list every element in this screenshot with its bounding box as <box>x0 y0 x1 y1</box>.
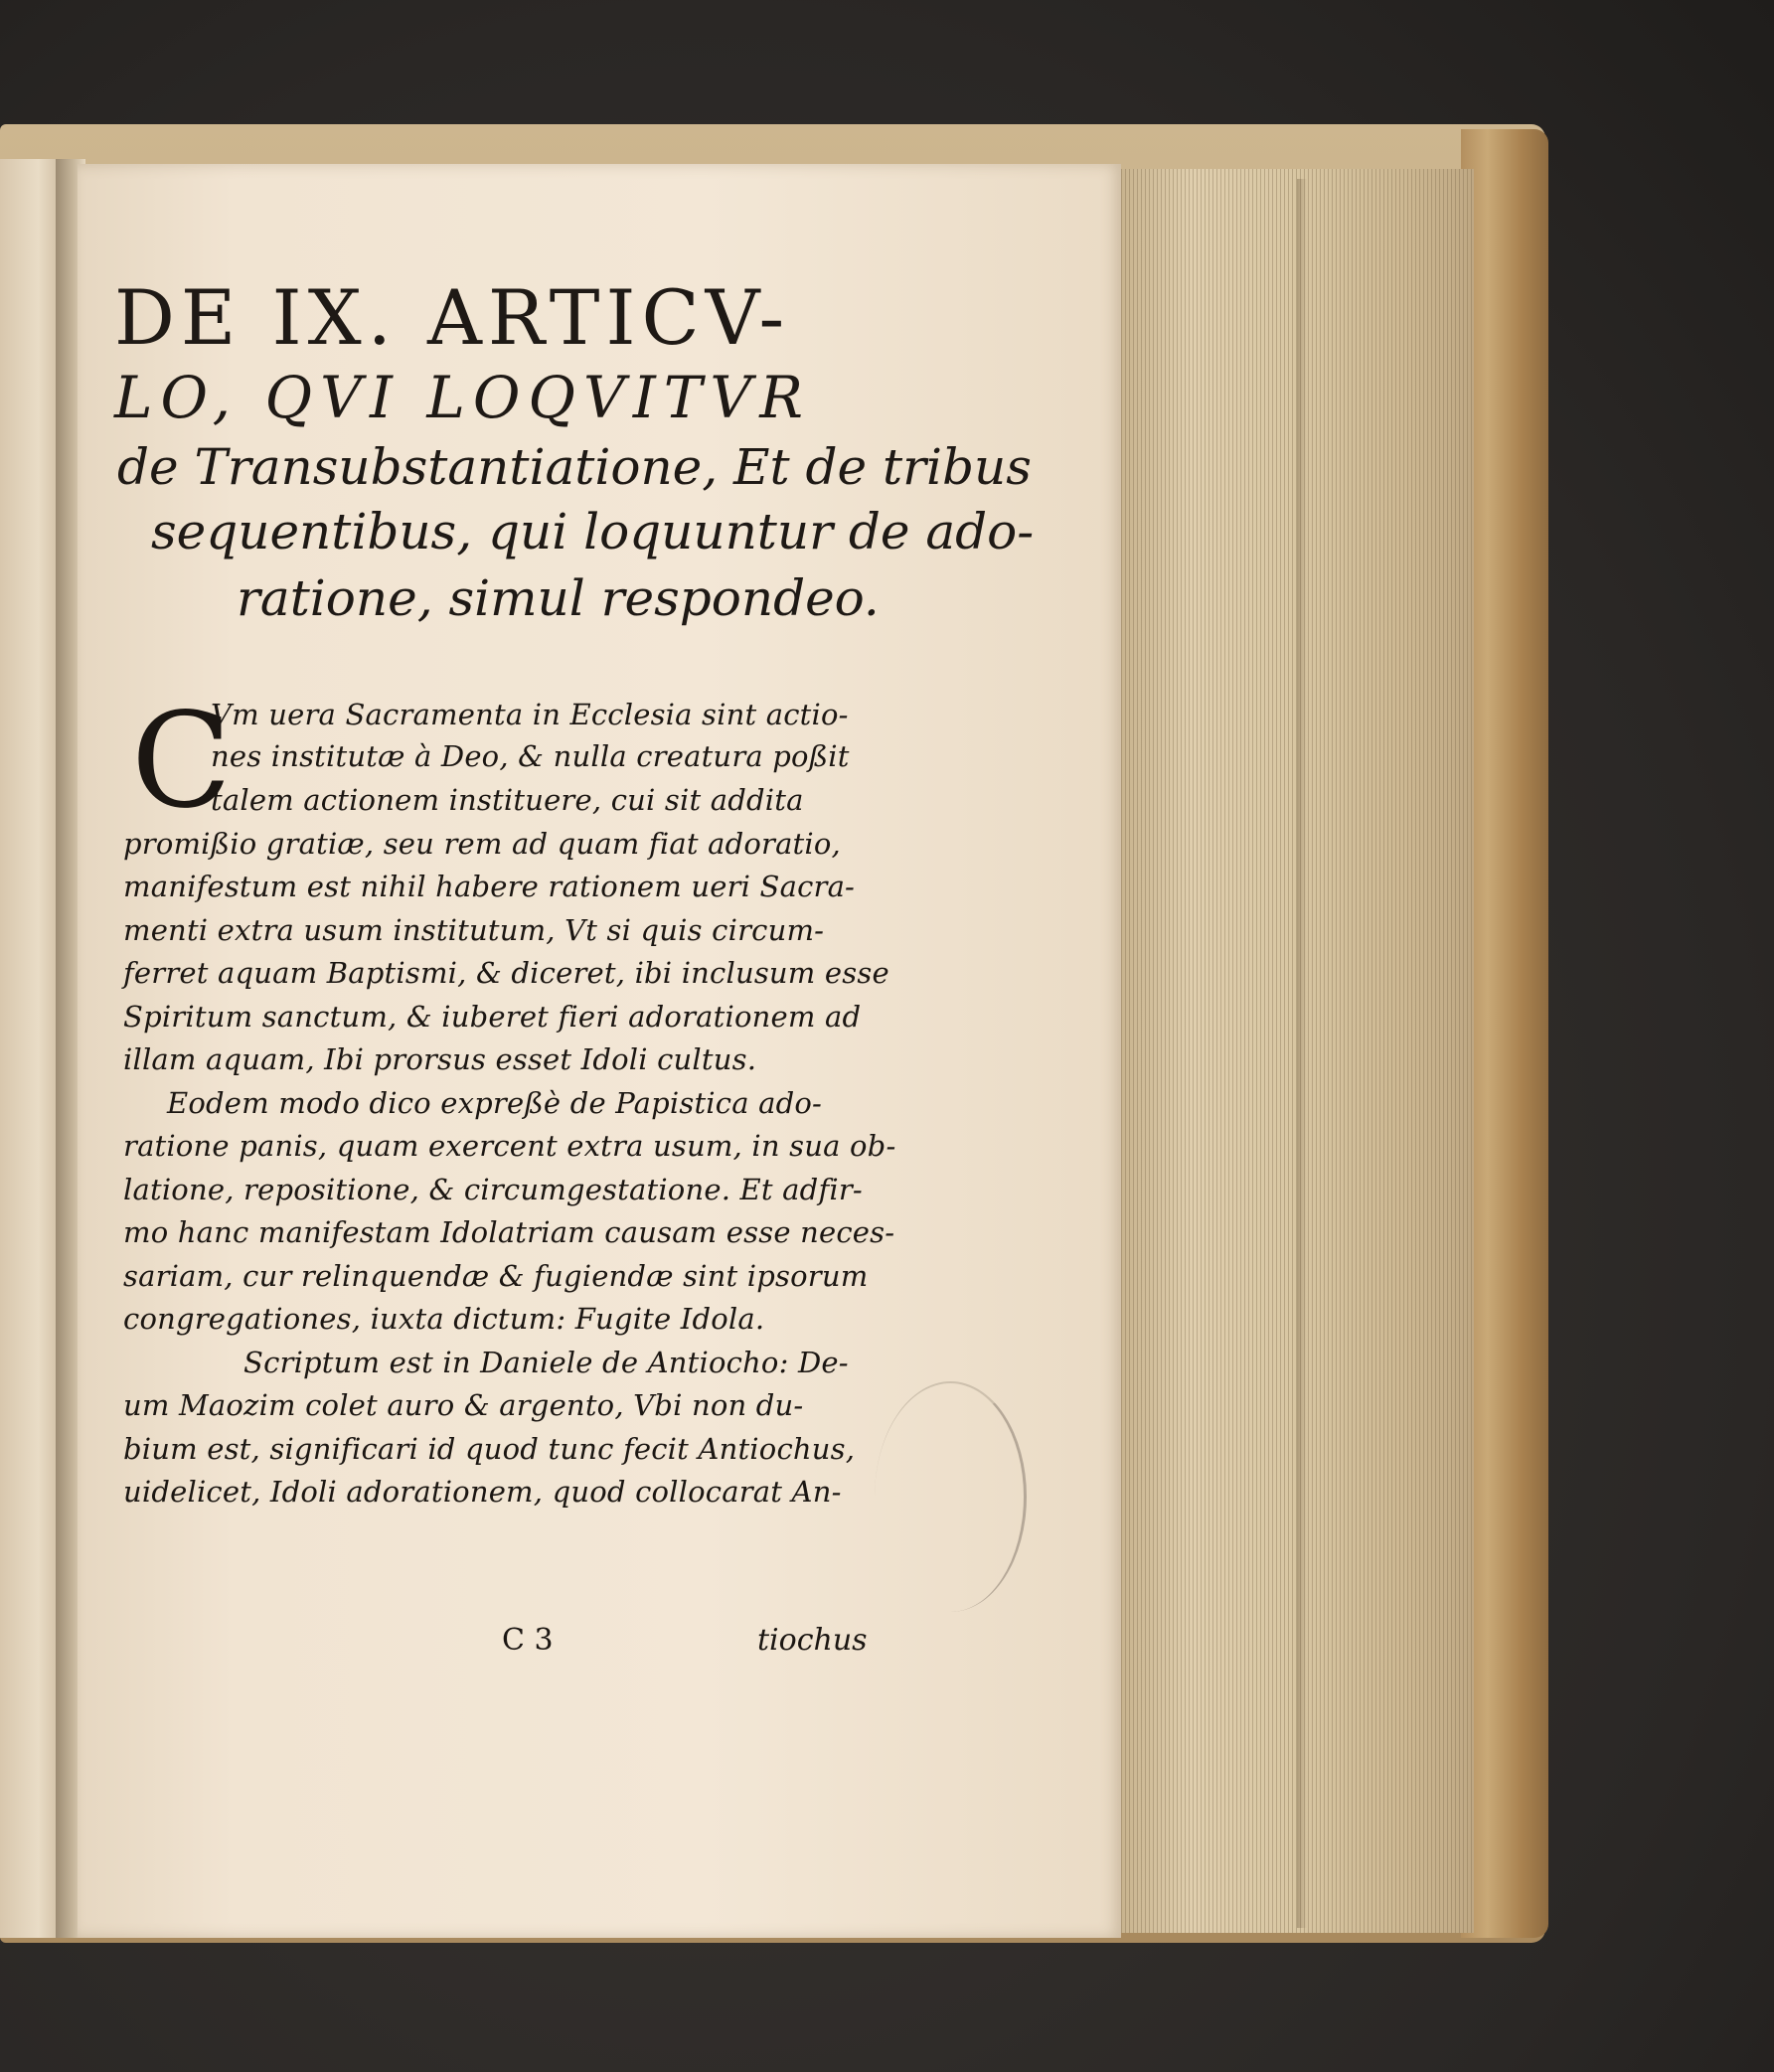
body-line: Scriptum est in Daniele de Antiocho: De- <box>243 1346 849 1379</box>
title-line-4: sequentibus, qui loquuntur de ado- <box>151 503 1035 560</box>
body-line: manifestum est nihil habere rationem ueri Sacra- <box>123 870 856 903</box>
page-signature: C 3 <box>502 1623 554 1658</box>
book-cover-edge <box>1461 129 1548 1938</box>
body-line: um Maozim colet auro & argento, Vbi non du- <box>123 1388 804 1422</box>
left-page-edge <box>0 159 64 1938</box>
body-line: uidelicet, Idoli adorationem, quod collocarat An- <box>123 1475 842 1509</box>
body-line: Eodem modo dico expreßè de Papistica ado- <box>167 1086 823 1120</box>
page-stain <box>875 1381 1027 1612</box>
title-line-5: ratione, simul respondeo. <box>237 569 880 627</box>
body-line: talem actionem instituere, cui sit addita <box>211 783 804 817</box>
drop-cap: C <box>131 685 232 838</box>
title-line-3: de Transubstantiatione, Et de tribus <box>117 438 1032 496</box>
page-block-shadow <box>1297 179 1307 1928</box>
body-line: promißio gratiæ, seu rem ad quam fiat adoratio, <box>123 827 841 861</box>
body-line: congregationes, iuxta dictum: Fugite Idola. <box>123 1302 765 1336</box>
catchword: tiochus <box>757 1623 868 1658</box>
body-line: Vm uera Sacramenta in Ecclesia sint actio- <box>211 698 849 731</box>
body-line: Spiritum sanctum, & iuberet fieri adorationem ad <box>123 1000 862 1034</box>
body-line: latione, repositione, & circumgestatione. Et adfir- <box>123 1173 863 1206</box>
body-line: nes institutæ à Deo, & nulla creatura poßit <box>211 739 850 773</box>
body-line: bium est, significari id quod tunc fecit Antiochus, <box>123 1432 856 1466</box>
title-line-1: DE IX. ARTICV- <box>114 273 791 362</box>
body-line: ratione panis, quam exercent extra usum, in sua ob- <box>123 1129 896 1163</box>
body-line: illam aquam, Ibi prorsus esset Idoli cultus. <box>123 1042 757 1076</box>
body-line: menti extra usum institutum, Vt si quis circum- <box>123 913 825 947</box>
title-line-2: LO, QVI LOQVITVR <box>114 364 811 431</box>
body-line: ferret aquam Baptismi, & diceret, ibi inclusum esse <box>123 956 889 990</box>
body-line: mo hanc manifestam Idolatriam causam esse neces- <box>123 1215 895 1249</box>
body-line: sariam, cur relinquendæ & fugiendæ sint ipsorum <box>123 1259 869 1293</box>
